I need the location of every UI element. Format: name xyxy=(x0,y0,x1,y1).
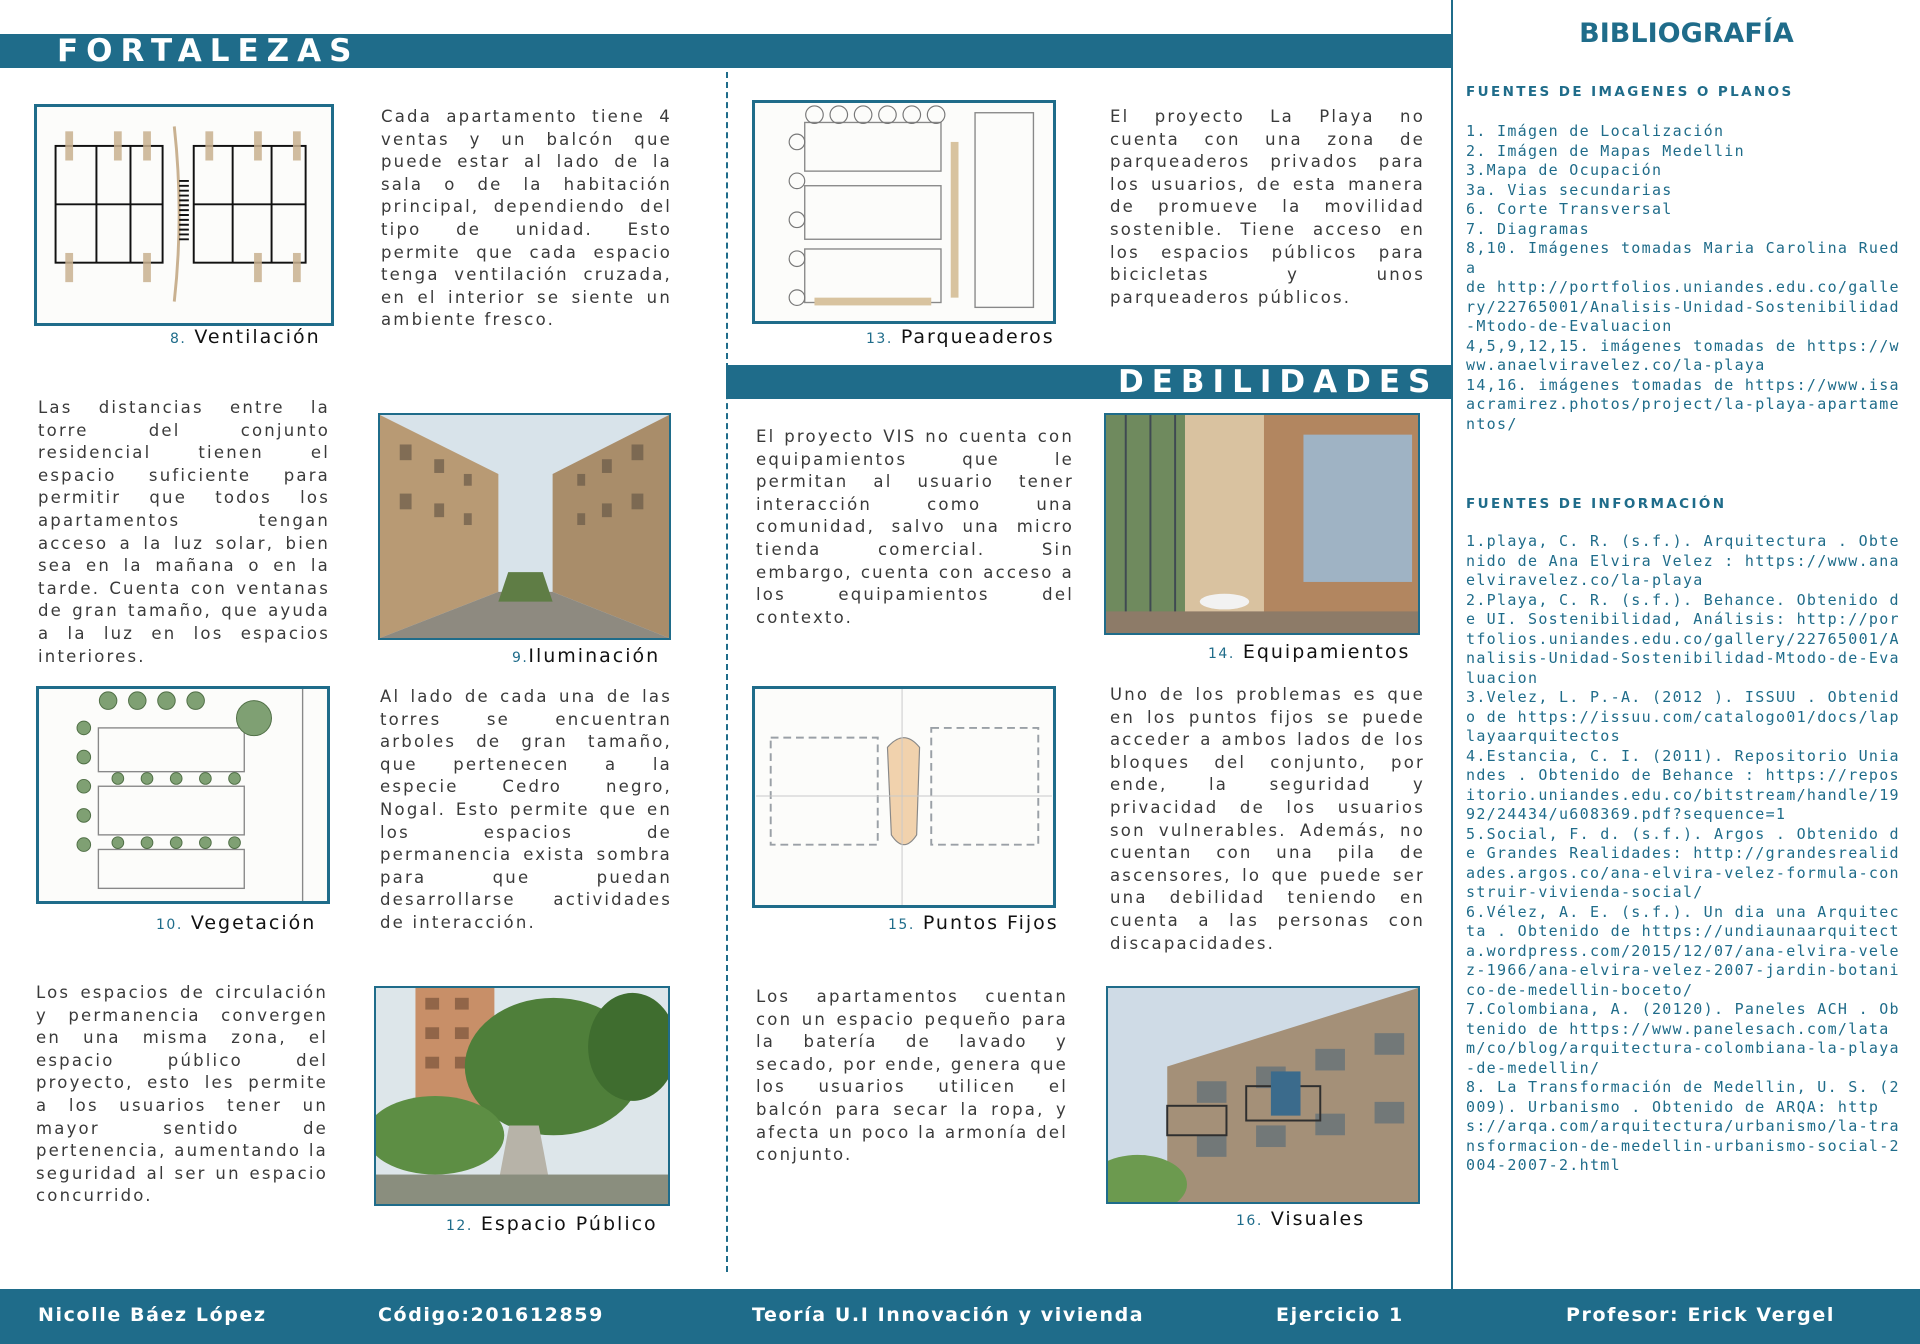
footer-exercise: Ejercicio 1 xyxy=(1276,1304,1404,1326)
caption-equipamientos: 14. Equipamientos xyxy=(1208,641,1411,663)
list-item: 4.Estancia, C. I. (2011). Repositorio Uniandes . Obtenido de Behance : https://repositorio.uniandes.edu.co/bitstream/handle/1992/24434/u608369.pdf?sequence=1 xyxy=(1466,746,1900,823)
iluminacion-text: Las distancias entre la torre del conjunto residencial tienen el espacio suficiente para permitir que todos los apartamentos tengan acceso a la luz solar, bien sea en la mañana o en la tarde. Cuenta con ventanas de gran tamaño, que ayuda a la luz en los espacios interiores. xyxy=(38,398,330,666)
caption-parqueaderos: 13. Parqueaderos xyxy=(866,326,1055,348)
footer-code: Código:201612859 xyxy=(378,1304,604,1326)
imagenes-list xyxy=(1466,122,1900,434)
list-item: 5.Social, F. d. (s.f.). Argos . Obtenido de Grandes Realidades: http://grandesrealidades.argos.co/ana-elvira-velez-formula-construir-vivienda-social/ xyxy=(1466,824,1900,901)
visuales-text: Los apartamentos cuentan con un espacio pequeño para la batería de lavado y secado, por ende, genera que los usuarios utilicen el balcón para secar la ropa, y afecta un poco la armonía del conjunto. xyxy=(756,987,1068,1165)
list-item: 6. Corte Transversal xyxy=(1466,200,1673,218)
visuales-photo xyxy=(1106,986,1420,1204)
debilidades-title: DEBILIDADES xyxy=(1118,364,1439,400)
caption-iluminacion: 9.Iluminación xyxy=(512,645,661,667)
puntos-fijos-text: Uno de los problemas es que en los puntos fijos se puede acceder a ambos lados de los bloques del conjunto, por ende, la seguridad y privacidad de los usuarios son vulnerables. Además, no cuentan con una pila de ascensores, lo que puede ser una debilidad teniendo en cuenta a las personas con discapacidades. xyxy=(1110,685,1425,953)
list-item: 1. Imágen de Localización xyxy=(1466,122,1725,140)
list-item: 2.Playa, C. R. (s.f.). Behance. Obtenido de UI. Sostenibilidad, Análisis: http://portfolios.uniandes.edu.co/gallery/22765001/Analisis-Unidad-Sostenibilidad-Mtodo-de-Evaluacion xyxy=(1466,590,1900,687)
espacio-publico-text: Los espacios de circulación y permanencia convergen en una misma zona, el espacio público del proyecto, esto les permite a los usuarios tener un mayor sentido de pertenencia, aumentando la seguridad al ser un espacio concurrido. xyxy=(36,983,328,1206)
list-item: 8. La Transformación de Medellin, U. S. (2009). Urbanismo . Obtenido de ARQA: https://arqa.com/arquitectura/urbanismo/la-transformacion-de-medellin-urbanismo-social-2004-2007-2.html xyxy=(1466,1078,1900,1174)
caption-puntos-fijos: 15. Puntos Fijos xyxy=(888,912,1059,934)
list-item: de http://portfolios.uniandes.edu.co/gallery/22765001/Analisis-Unidad-Sostenibilidad-Mtodo-de-Evaluacion xyxy=(1466,278,1900,335)
list-item: 3.Mapa de Ocupación xyxy=(1466,161,1663,179)
imagenes-heading: FUENTES DE IMAGENES O PLANOS xyxy=(1466,84,1794,100)
fortalezas-title: FORTALEZAS xyxy=(57,33,360,69)
ventilacion-text: Cada apartamento tiene 4 ventas y un balcón que puede estar al lado de la sala o de la habitación principal, dependiendo del tipo de unidad. Esto permite que cada espacio tenga ventilación cruzada, en el interior se siente un ambiente fresco. xyxy=(381,107,672,330)
dashed-divider xyxy=(726,72,728,1272)
parqueaderos-plan-image xyxy=(752,100,1056,324)
list-item: 3a. Vias secundarias xyxy=(1466,180,1673,199)
caption-visuales: 16. Visuales xyxy=(1236,1208,1366,1230)
informacion-heading: FUENTES DE INFORMACIÓN xyxy=(1466,496,1727,512)
list-item: 7.Colombiana, A. (20120). Paneles ACH . Obtenido de https://www.panelesach.com/latam/co/blog/arquitectura-colombiana-la-playa-de-medellin/ xyxy=(1466,1000,1900,1077)
footer-professor: Profesor: Erick Vergel xyxy=(1566,1304,1835,1326)
list-item: 4,5,9,12,15. imágenes tomadas de https://www.anaelviravelez.co/la-playa xyxy=(1466,336,1900,374)
list-item: 8,10. Imágenes tomadas Maria Carolina Rueda xyxy=(1466,239,1900,277)
parqueaderos-text: El proyecto La Playa no cuenta con una zona de parqueaderos privados para los usuarios, de esta manera de promueve la movilidad sostenible. Tiene acceso en los espacios públicos para bicicletas y unos parqueaderos públicos. xyxy=(1110,107,1425,307)
bibliografia-title: BIBLIOGRAFÍA xyxy=(1579,18,1794,49)
caption-ventilacion: 8. Ventilación xyxy=(170,326,321,348)
equipamientos-text: El proyecto VIS no cuenta con equipamientos que le permitan al usuario tener interacción como una comunidad, salvo una micro tienda comercial. Sin embargo, cuenta con acceso a los equipamientos del contexto. xyxy=(756,427,1074,627)
ventilacion-plan-image xyxy=(34,104,334,326)
list-item: 1.playa, C. R. (s.f.). Arquitectura . Obtenido de Ana Elvira Velez : https://www.anaelviravelez.co/la-playa xyxy=(1466,532,1900,589)
list-item: 3.Velez, L. P.-A. (2012 ). ISSUU . Obtenido de https://issuu.com/catalogo01/docs/laplayaarquitectos xyxy=(1466,688,1900,745)
footer-author: Nicolle Báez López xyxy=(38,1304,267,1326)
equipamientos-photo xyxy=(1104,413,1420,635)
iluminacion-photo xyxy=(378,413,671,640)
list-item: 7. Diagramas xyxy=(1466,219,1590,238)
footer-course: Teoría U.I Innovación y vivienda xyxy=(752,1304,1145,1326)
list-item: 2. Imágen de Mapas Medellin xyxy=(1466,141,1745,160)
informacion-list xyxy=(1466,532,1900,1176)
caption-vegetacion: 10. Vegetación xyxy=(156,912,317,934)
vegetacion-plan-image xyxy=(36,686,330,904)
list-item: 6.Vélez, A. E. (s.f.). Un dia una Arquitecta . Obtenido de https://undiaunaarquitecta.wordpress.com/2015/12/07/ana-elvira-velez-1966/ana-elvira-velez-2007-jardin-botanico-de-medellin-boceto/ xyxy=(1466,902,1900,999)
list-item: 14,16. imágenes tomadas de https://www.isaacramirez.photos/project/la-playa-apartamentos/ xyxy=(1466,375,1900,433)
column-divider xyxy=(1451,0,1453,1289)
caption-espacio-publico: 12. Espacio Público xyxy=(446,1213,658,1235)
vegetacion-text: Al lado de cada una de las torres se encuentran arboles de gran tamaño, que pertenecen a la especie Cedro negro, Nogal. Esto permite que en los espacios de permanencia exista sombra para que puedan desarrollarse actividades de interacción. xyxy=(380,687,672,932)
espacio-publico-photo xyxy=(374,986,670,1206)
puntos-fijos-plan-image xyxy=(752,686,1056,908)
